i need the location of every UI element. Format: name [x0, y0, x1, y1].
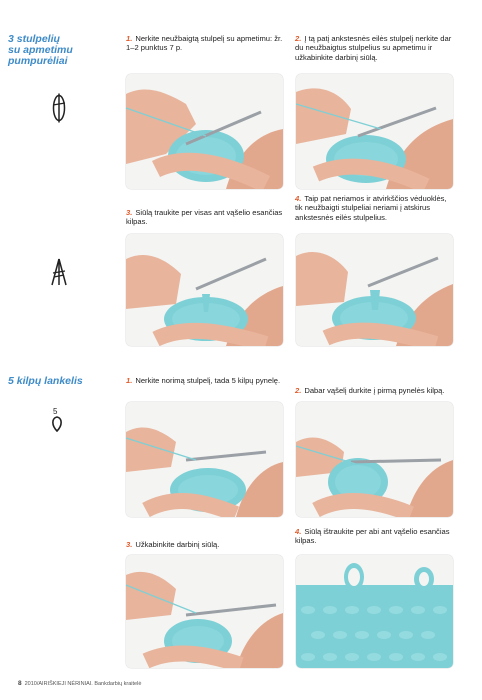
- step-photo: [296, 74, 453, 189]
- step-photo: [126, 402, 283, 517]
- step-text: 4. Taip pat neriamos ir atvirkščios vėduoklės, tik neužbaigti stulpeliai neriami į atskirus ankstesnės eilės stulpelius.: [295, 194, 447, 222]
- step-text: 2. Į tą patį ankstesnės eilės stulpelį nerkite dar du neužbaigtus stulpelius su apmetimu ir užkabinkite darbinį siūlą.: [295, 34, 452, 62]
- step-photo: [126, 555, 283, 668]
- page-number: 8: [18, 680, 22, 687]
- step-text: 1. Nerkite norimą stulpelį, tada 5 kilpų pynelę.: [126, 376, 281, 385]
- loop-count-label: 5: [53, 407, 58, 416]
- step-photo: [126, 234, 283, 346]
- step-text: 3. Siūlą traukite per visas ant vąšelio esančias kilpas.: [126, 208, 283, 227]
- page-footer: [18, 680, 141, 687]
- step-text: 3. Užkabinkite darbinį siūlą.: [126, 540, 220, 549]
- step-photo: [296, 234, 453, 346]
- section-title-loop: 5 kilpų lankelis: [8, 375, 83, 387]
- footer-text: 2010/AIRIŠKIEJI NĖRINIAI. Bankdarbių kraitelė: [24, 681, 142, 687]
- five-chain-loop-symbol: [51, 416, 63, 432]
- step-photo: [126, 74, 283, 189]
- step-photo: [296, 402, 453, 517]
- step-text: 2. Dabar vąšelį durkite į pirmą pynelės kilpą.: [295, 386, 445, 395]
- step-text: 4. Siūlą ištraukite per abi ant vąšelio esančias kilpas.: [295, 527, 450, 546]
- three-stitch-cluster-symbol: [50, 258, 68, 286]
- step-photo: [296, 555, 453, 668]
- three-stitch-bobble-symbol: [51, 93, 67, 123]
- step-text: 1. Nerkite neužbaigtą stulpelį su apmetimu: žr. 1–2 punktus 7 p.: [126, 34, 283, 53]
- section-title-bobble: 3 stulpelių su apmetimu pumpurėliai: [8, 33, 73, 67]
